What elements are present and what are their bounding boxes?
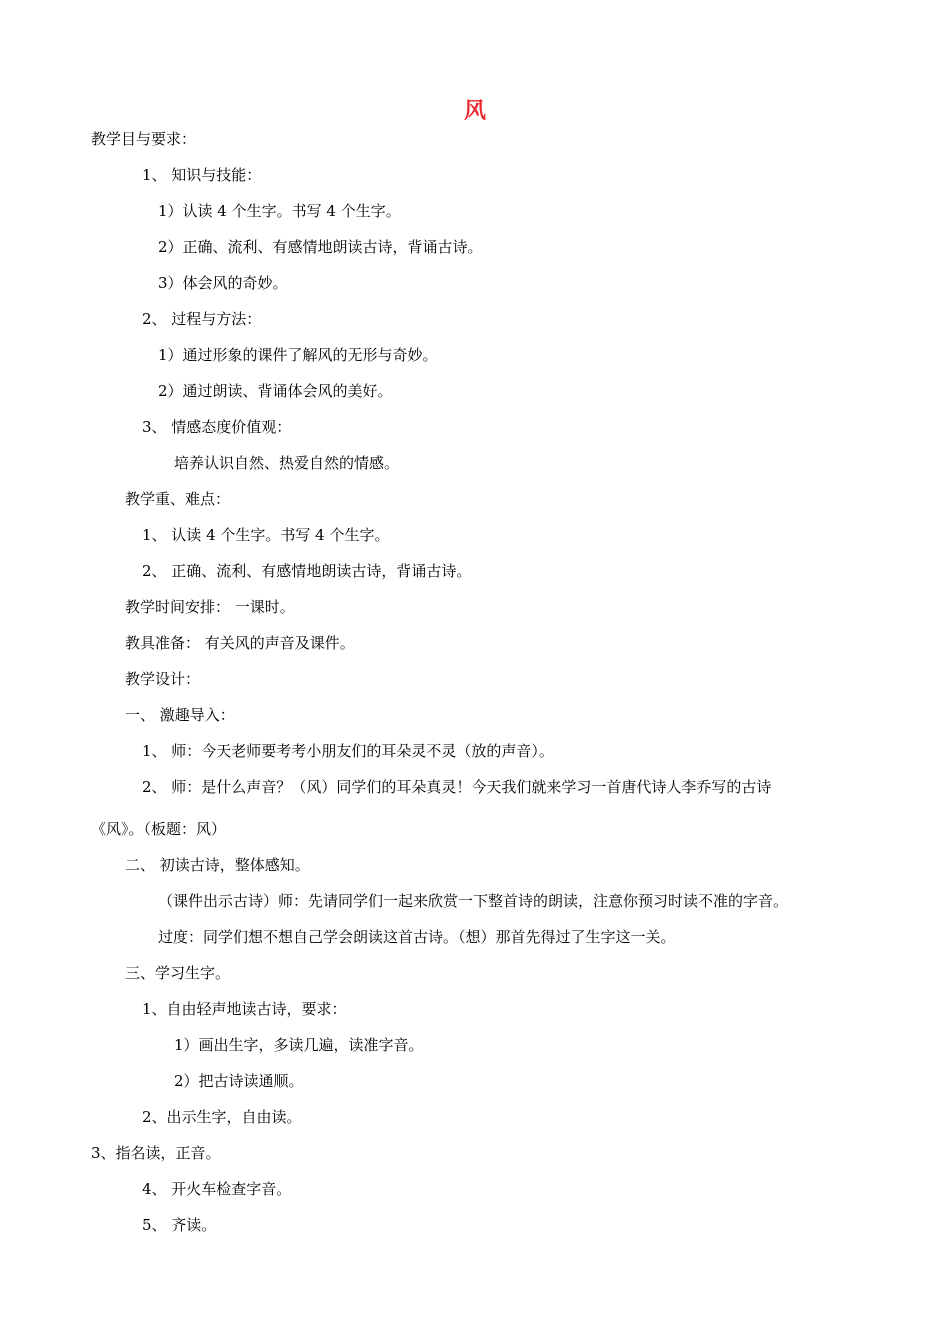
list-item: 2）把古诗读通顺。 xyxy=(174,1072,304,1090)
list-item: 1、 知识与技能： xyxy=(142,166,262,184)
paragraph: 《风》。（板题：风） xyxy=(91,820,227,838)
list-item: 三、学习生字。 xyxy=(125,964,231,982)
list-item: 2、 过程与方法： xyxy=(142,310,262,328)
paragraph: 过度：同学们想不想自己学会朗读这首古诗。（想）那首先得过了生字这一关。 xyxy=(158,928,676,946)
list-item: 3）体会风的奇妙。 xyxy=(158,274,288,292)
list-item: 1）通过形象的课件了解风的无形与奇妙。 xyxy=(158,346,438,364)
section-heading-design: 教学设计： xyxy=(125,670,201,688)
section-heading-objectives: 教学目与要求： xyxy=(91,130,197,148)
paragraph: 培养认识自然、热爱自然的情感。 xyxy=(174,454,400,472)
section-heading-key-points: 教学重、难点： xyxy=(125,490,231,508)
list-item: 2）正确、流利、有感情地朗读古诗，背诵古诗。 xyxy=(158,238,483,256)
list-item: 2）通过朗读、背诵体会风的美好。 xyxy=(158,382,393,400)
list-item: 1）画出生字，多读几遍，读准字音。 xyxy=(174,1036,424,1054)
list-item: 1、自由轻声地读古诗，要求： xyxy=(142,1000,347,1018)
document-title: 风 xyxy=(463,98,486,124)
list-item: 3、指名读，正音。 xyxy=(91,1144,221,1162)
list-item: 5、 齐读。 xyxy=(142,1216,217,1234)
list-item: 4、 开火车检查字音。 xyxy=(142,1180,292,1198)
paragraph: 教学时间安排： 一课时。 xyxy=(125,598,295,616)
list-item: 3、 情感态度价值观： xyxy=(142,418,292,436)
list-item: 一、 激趣导入： xyxy=(125,706,235,724)
list-item: 1）认读 4 个生字。书写 4 个生字。 xyxy=(158,202,401,220)
list-item: 2、出示生字，自由读。 xyxy=(142,1108,302,1126)
list-item: 二、 初读古诗，整体感知。 xyxy=(125,856,310,874)
paragraph: （课件出示古诗）师：先请同学们一起来欣赏一下整首诗的朗读，注意你预习时读不准的字音。 xyxy=(158,892,789,910)
list-item: 2、 师：是什么声音？（风）同学们的耳朵真灵！今天我们就来学习一首唐代诗人李乔写的古诗 xyxy=(142,778,772,796)
list-item: 1、 认读 4 个生字。书写 4 个生字。 xyxy=(142,526,390,544)
list-item: 1、 师：今天老师要考考小朋友们的耳朵灵不灵（放的声音）。 xyxy=(142,742,554,760)
paragraph: 教具准备： 有关风的声音及课件。 xyxy=(125,634,355,652)
list-item: 2、 正确、流利、有感情地朗读古诗，背诵古诗。 xyxy=(142,562,472,580)
